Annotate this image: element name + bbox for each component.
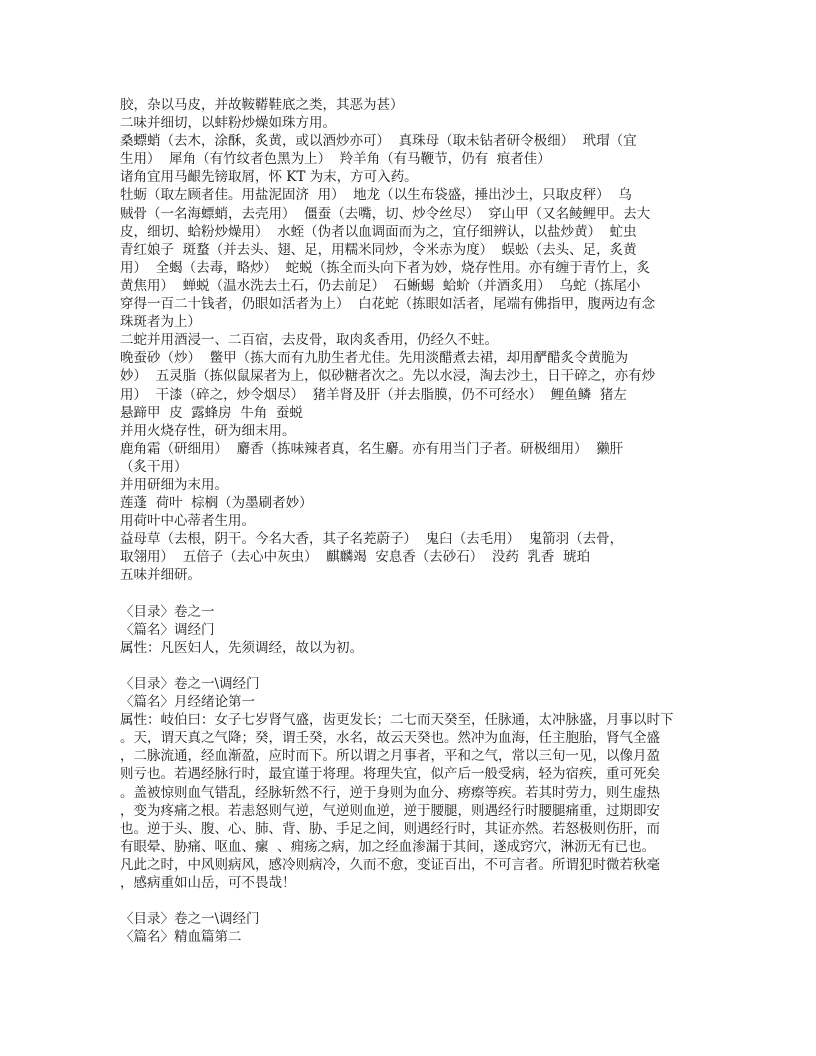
text-line: 二蛇并用酒浸一、二百宿，去皮骨，取肉炙香用，仍经久不蛀。: [120, 332, 498, 349]
blank-line: [120, 892, 700, 910]
text-line: 并用研细为末用。: [120, 476, 228, 493]
text-line: 。天，谓天真之气降；癸，谓壬癸，水名，故云天癸也。然冲为血海，任主胞胎，肾气全盛: [120, 730, 660, 747]
text-line: 凡此之时，中风则病风，感冷则病冷，久而不愈，变证百出，不可言者。所谓犯时微若秋毫: [120, 856, 660, 873]
document-page: [120, 96, 700, 946]
text-line: ，二脉流通，经血渐盈，应时而下。所以谓之月事者，平和之气，常以三旬一见，以像月盈: [120, 748, 660, 765]
catalog-heading: 〈目录〉卷之一: [120, 603, 215, 620]
text-line: 用荷叶中心蒂者生用。: [120, 513, 255, 530]
text-line: ，变为疼痛之根。若恚怒则气逆，气逆则血逆，逆于腰腿，则遇经行时腰腿痛重，过期即安: [120, 802, 660, 819]
text-line: 也。逆于头、腹、心、肺、背、胁、手足之间，则遇经行时，其证亦然。若怒极则伤肝，而: [120, 820, 660, 837]
text-line: 莲蓬 荷叶 棕榈（为墨刷者妙）: [120, 495, 313, 512]
text-line: 用） 全蝎（去毒，略炒） 蛇蜕（拣全而头向下者为妙，烧存性用。亦有缠于青竹上，炙: [120, 259, 651, 276]
text-line: 。盖被惊则血气错乱，经脉斩然不行，逆于身则为血分、痨瘵等疾。若其时劳力，则生虚热: [120, 784, 660, 801]
chapter-title: 〈篇名〉月经绪论第一: [120, 694, 255, 711]
blank-line: [120, 657, 700, 675]
chapter-title: 〈篇名〉调经门: [120, 621, 215, 638]
text-line: 则亏也。若遇经脉行时，最宜谨于将理。将理失宜，似产后一般受病，轻为宿疾，重可死矣: [120, 766, 660, 783]
text-line: 二味并细切，以蚌粉炒燥如珠方用。: [120, 115, 336, 132]
text-line: 青红娘子 斑蝥（并去头、翅、足，用糯米同炒，令米赤为度） 蜈蚣（去头、足，炙黄: [120, 241, 637, 258]
text-line: 珠斑者为上）: [120, 314, 201, 331]
text-line: 牡蛎（取左顾者佳。用盐泥固济 用） 地龙（以生布袋盛，捶出沙土，只取皮秤） 乌: [120, 187, 632, 204]
text-line: （炙干用）: [120, 458, 188, 475]
text-line: 生用） 犀角（有竹纹者色黑为上） 羚羊角（有马鞭节，仍有 痕者佳）: [120, 151, 551, 168]
text-line: 五味并细研。: [120, 567, 201, 584]
catalog-heading: 〈目录〉卷之一\调经门: [120, 676, 260, 692]
attribute-text: 属性：凡医妇人，先须调经，故以为初。: [120, 639, 363, 656]
text-line: 并用火烧存性，研为细末用。: [120, 422, 296, 439]
text-line: 诸角宜用马齦先镑取屑，怀 KT 为末，方可入药。: [120, 169, 418, 186]
text-line: 穿得一百二十钱者，仍眼如活者为上） 白花蛇（拣眼如活者，尾端有佛指甲，腹两边有念: [120, 296, 656, 313]
text-line: 用） 干漆（碎之，炒令烟尽） 猪羊肾及肝（并去脂膜，仍不可经水） 鲤鱼鳞 猪左: [120, 386, 627, 403]
attribute-text: 属性：岐伯曰：女子七岁肾气盛，齿更发长；二七而天癸至，任脉通，太冲脉盛，月事以时下: [120, 712, 674, 729]
text-line: 鹿角霜（研细用） 麝香（拣味辣者真，名生麝。亦有用当门子者。研极细用） 獭肝: [120, 440, 624, 457]
text-line: 黄焦用） 蝉蜕（温水洗去土石，仍去前足） 石蜥蜴 蛤蚧（并酒炙用） 乌蛇（拣尾小: [120, 277, 641, 294]
text-line: 妙） 五灵脂（拣似鼠屎者为上，似砂糖者次之。先以水浸，淘去沙土，日干碎之，亦有炒: [120, 368, 656, 385]
text-line: 有眼晕、胁痛、呕血、瘰 、痈疡之病，加之经血渗漏于其间，遂成窍穴，淋沥无有已也。: [120, 838, 656, 855]
text-line: 益母草（去根，阴干。今名大香，其子名茺蔚子） 鬼臼（去毛用） 鬼箭羽（去骨，: [120, 531, 624, 548]
text-line: 悬蹄甲 皮 露蜂房 牛角 蚕蜕: [120, 404, 303, 421]
catalog-heading: 〈目录〉卷之一\调经门: [120, 911, 260, 928]
text-line: 胶，杂以马皮，并故鞍鞯鞋底之类，其恶为甚）: [120, 97, 404, 113]
text-line: ，感病重如山岳，可不畏哉！: [120, 875, 296, 892]
text-line: 皮，细切、蛤粉炒燥用） 水蛭（伪者以血调面而为之，宜仔细辨认，以盐炒黄） 虻虫: [120, 223, 637, 240]
text-line: 桑螵蛸（去木，涂酥，炙黄，或以酒炒亦可） 真珠母（取未钻者研令极细） 玳瑁（宜: [120, 133, 637, 150]
blank-line: [120, 585, 700, 603]
text-line: 取翎用） 五倍子（去心中灰虫） 麒麟竭 安息香（去砂石） 没药 乳香 琥珀: [120, 549, 590, 566]
text-line: 贼骨（一名海螵蛸，去壳用） 僵蚕（去嘴，切、炒令丝尽） 穿山甲（又名鲮鲤甲。去大: [120, 205, 651, 222]
chapter-title: 〈篇名〉精血篇第二: [120, 929, 242, 946]
text-line: 晚蚕砂（炒） 鳖甲（拣大而有九肋生者尤佳。先用淡醋煮去裙，却用酽醋炙令黄脆为: [120, 350, 629, 367]
